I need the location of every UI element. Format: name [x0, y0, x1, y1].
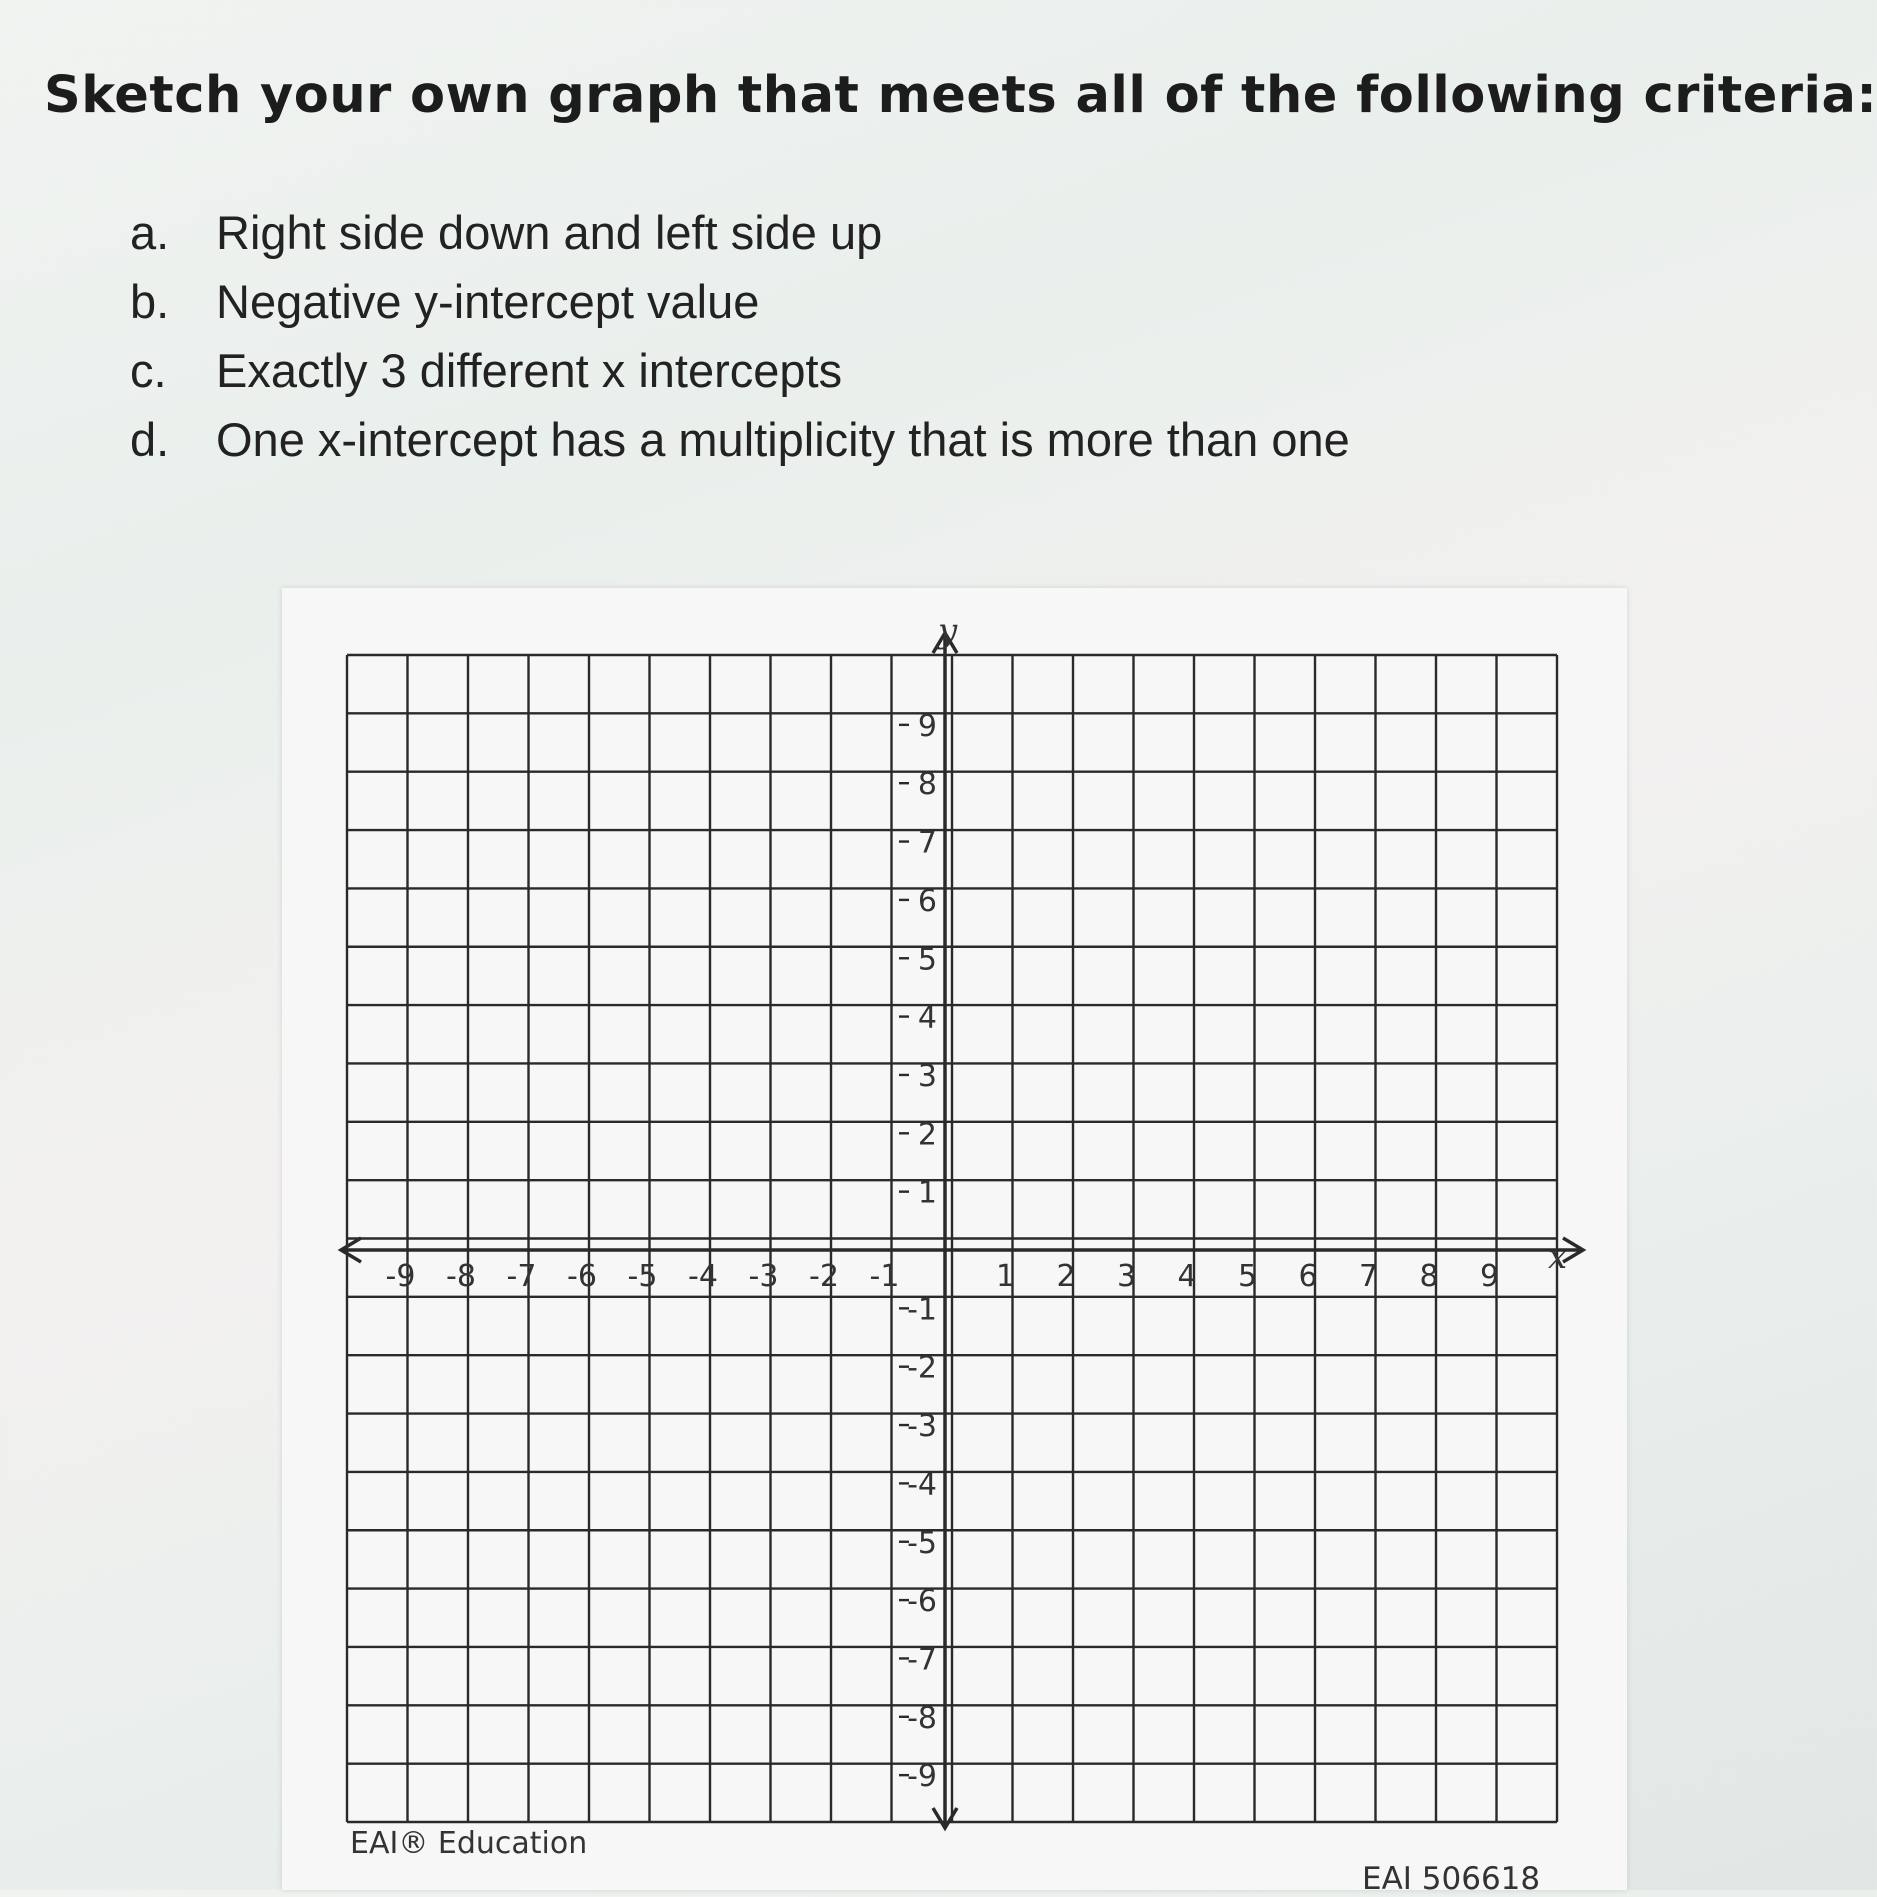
x-tick-label: 7 — [1358, 1259, 1379, 1294]
y-tick-label: -5 — [907, 1525, 937, 1561]
x-tick-label: -4 — [688, 1259, 718, 1294]
y-tick-label: 6 — [917, 883, 937, 919]
x-tick-label: -5 — [627, 1259, 658, 1294]
x-tick-labels — [386, 1259, 1500, 1294]
y-tick-label: 3 — [917, 1058, 937, 1094]
publisher-logo: EAI® Education — [350, 1826, 588, 1861]
x-tick-label: 2 — [1056, 1259, 1076, 1294]
criteria-text: Exactly 3 different x intercepts — [216, 344, 843, 397]
criteria-letter: a. — [130, 206, 170, 259]
y-tick-label: 7 — [917, 825, 937, 861]
x-tick-label: -6 — [567, 1259, 597, 1294]
x-tick-label: 1 — [995, 1259, 1016, 1294]
y-tick-label: -2 — [907, 1350, 937, 1386]
y-tick-label: 5 — [917, 942, 937, 978]
y-tick-label: 9 — [917, 708, 937, 744]
x-tick-label: 4 — [1177, 1259, 1197, 1294]
x-tick-label: -7 — [506, 1259, 537, 1294]
criteria-letter: d. — [130, 413, 170, 466]
x-tick-label: 3 — [1116, 1259, 1137, 1294]
criteria-text: Right side down and left side up — [216, 206, 883, 259]
y-tick-label: -8 — [907, 1700, 937, 1736]
x-tick-label: -8 — [446, 1259, 476, 1294]
x-tick-label: -3 — [748, 1259, 779, 1294]
worksheet-title: Sketch your own graph that meets all of the following criteria: — [44, 66, 1877, 125]
y-tick-label: -9 — [907, 1759, 937, 1795]
y-axis-label: y — [938, 611, 958, 651]
criteria-letter: b. — [130, 275, 170, 328]
product-code: EAI 506618 — [1362, 1861, 1541, 1897]
x-tick-label: 6 — [1298, 1259, 1318, 1294]
x-tick-label: -9 — [385, 1259, 416, 1294]
criteria-text: One x-intercept has a multiplicity that is more than one — [216, 413, 1350, 466]
y-tick-label: 1 — [917, 1175, 937, 1211]
x-tick-label: 8 — [1419, 1259, 1439, 1294]
y-tick-label: -6 — [907, 1584, 937, 1620]
criteria-letter: c. — [130, 344, 167, 397]
y-tick-label: -1 — [907, 1292, 937, 1328]
x-tick-label: -2 — [809, 1259, 839, 1294]
y-tick-label: -3 — [907, 1409, 937, 1445]
y-tick-label: 8 — [917, 767, 937, 803]
y-tick-label: 2 — [917, 1117, 937, 1153]
y-tick-label: -4 — [907, 1467, 937, 1503]
x-axis-label: x — [1548, 1237, 1568, 1277]
criteria-text: Negative y-intercept value — [216, 275, 760, 328]
x-tick-label: -1 — [869, 1259, 900, 1294]
y-tick-label: -7 — [907, 1642, 937, 1678]
y-tick-label: 4 — [917, 1000, 937, 1036]
grid-lines — [347, 655, 1557, 1822]
x-tick-label: 5 — [1237, 1259, 1258, 1294]
x-tick-label: 9 — [1479, 1259, 1500, 1294]
